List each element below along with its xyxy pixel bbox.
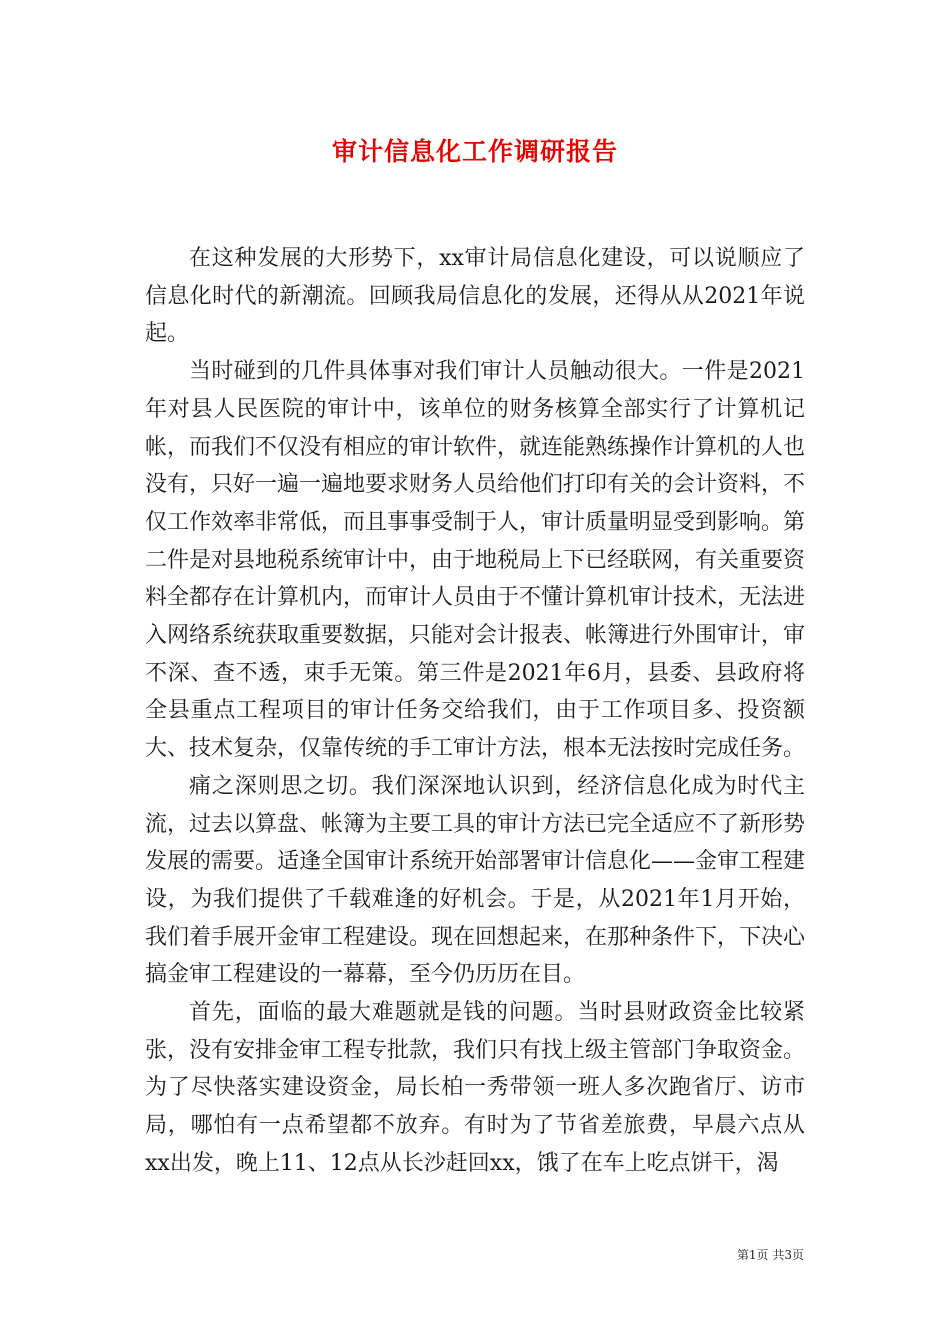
document-body [145, 240, 805, 1183]
paragraph-4: 首先，面临的最大难题就是钱的问题。当时县财政资金比较紧张，没有安排金审工程专批款，我们只有找上级主管部门争取资金。为了尽快落实建设资金，局长柏一秀带领一班人多次跑省厅、访市局，哪怕有一点希望都不放弃。有时为了节省差旅费，早晨六点从xx出发，晚上11、12点从长沙赶回xx，饿了在车上吃点饼干，渴 [145, 1000, 806, 1176]
page-number-footer: 第1页 共3页 [736, 1248, 804, 1262]
document-title: 审计信息化工作调研报告 [331, 137, 618, 166]
paragraph-2: 当时碰到的几件具体事对我们审计人员触动很大。一件是2021年对县人民医院的审计中，该单位的财务核算全部实行了计算机记帐，而我们不仅没有相应的审计软件，就连能熟练操作计算机的人也没有，只好一遍一遍地要求财务人员给他们打印有关的会计资料，不仅工作效率非常低，而且事事受制于人，审计质量明显受到影响。第二件是对县地税系统审计中，由于地税局上下已经联网，有关重要资料全都存在计算机内，而审计人员由于不懂计算机审计技术，无法进入网络系统获取重要数据，只能对会计报表、帐簿进行外围审计，审不深、查不透，束手无策。第三件是2021年6月，县委、县政府将全县重点工程项目的审计任务交给我们，由于工作项目多、投资额大、技术复杂，仅靠传统的手工审计方法，根本无法按时完成任务。 [145, 359, 806, 762]
paragraph-1: 在这种发展的大形势下，xx审计局信息化建设，可以说顺应了信息化时代的新潮流。回顾我局信息化的发展，还得从从2021年说起。 [145, 246, 805, 347]
paragraph-3: 痛之深则思之切。我们深深地认识到，经济信息化成为时代主流，过去以算盘、帐簿为主要工具的审计方法已完全适应不了新形势发展的需要。适逢全国审计系统开始部署审计信息化——金审工程建设，为我们提供了千载难逢的好机会。于是，从2021年1月开始，我们着手展开金审工程建设。现在回想起来，在那种条件下，下决心搞金审工程建设的一幕幕，至今仍历历在目。 [145, 773, 806, 988]
